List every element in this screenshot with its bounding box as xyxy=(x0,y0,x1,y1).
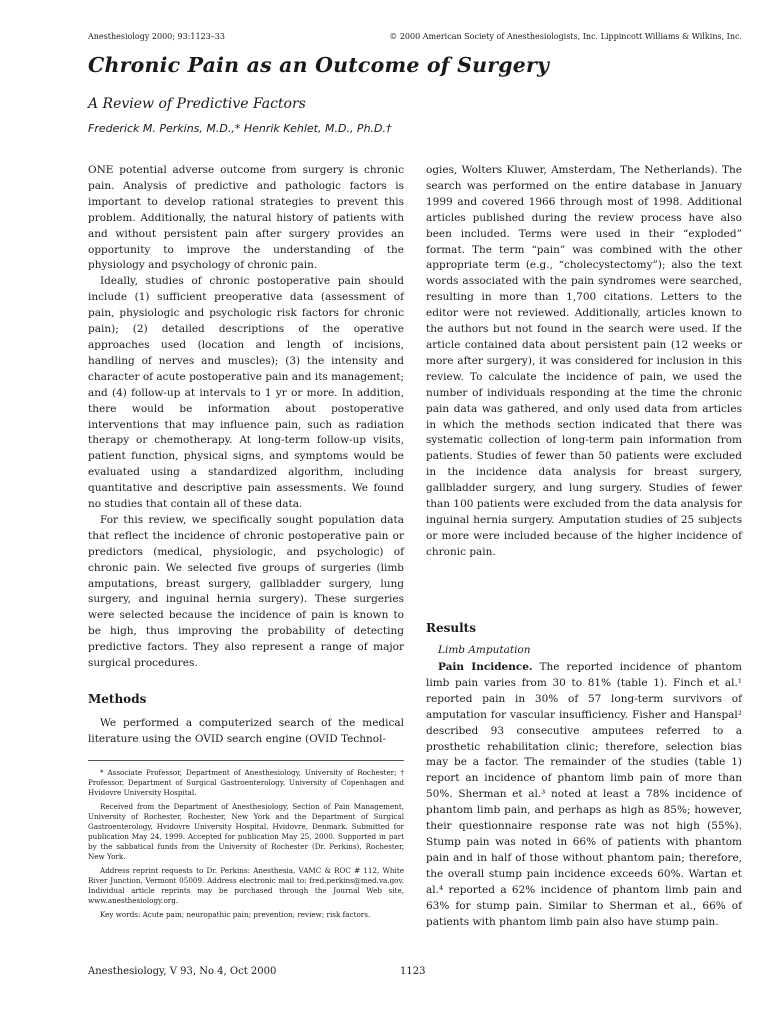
footnote-affiliations: * Associate Professor, Department of Anesthesiology, University of Rochester; † Professor, Department of Surgical Gastroenterology, University of Copenhagen and Hvidovre University Hospital. xyxy=(88,768,404,797)
limb-amputation-subheading: Limb Amputation xyxy=(438,644,531,656)
left-column xyxy=(88,163,404,672)
footnote-divider xyxy=(88,760,404,761)
methods-continued-paragraph: ogies, Wolters Kluwer, Amsterdam, The Netherlands). The search was performed on the entire database in January 1999 and covered 1966 through most of 1998. Additional articles published during the review process have also been included. Terms were used in their “exploded” format. The term “pain” was combined with the other appropriate term (e.g., “cholecystectomy”); also the text words associated with the pain syndromes were searched, resulting in more than 1,700 citations. Letters to the editor were not reviewed. Additionally, articles known to the authors but not found in the search were used. If the article contained data about persistent pain (12 weeks or more after surgery), it was considered for inclusion in this review. To calculate the incidence of pain, we used the number of individuals responding at the time the chronic pain data was gathered, and only used data from articles in which the methods section indicated that there was systematic collection of long-term pain information from patients. Studies of fewer than 50 patients were excluded in the incidence data analysis for breast surgery, gallbladder surgery, and lung surgery. Studies of fewer than 100 patients were excluded from the data analysis for inguinal hernia surgery. Amputation studies of 25 subjects or more were included because of the higher incidence of chronic pain. xyxy=(426,164,742,558)
footnote-received: Received from the Department of Anesthesiology, Section of Pain Management, University of Rochester, Rochester, New York and the Department of Surgical Gastroenterology, Hvidovre University Hospital, Hvidovre, Denmark. Submitted for publication May 24, 1999. Accepted for publication May 25, 2000. Supported in part by the sabbatical funds from the University of Rochester (Dr. Perkins), Rochester, New York. xyxy=(88,802,404,861)
journal-citation-header: Anesthesiology 2000; 93:1123–33 xyxy=(88,32,225,41)
intro-paragraph-2: Ideally, studies of chronic postoperative pain should include (1) sufficient preoperative data (assessment of pain, physiologic and psychologic risk factors for chronic pain); (2) detailed descriptions of the operative approaches used (location and length of incisions, handling of nerves and muscles); (3) the intensity and character of acute postoperative pain and its management; and (4) follow-up at intervals to 1 yr or more. In addition, there would be information about postoperative interventions that may influence pain, such as radiation therapy or chemotherapy. At long-term follow-up visits, patient function, physical signs, and symptoms would be evaluated using a standardized algorithm, including quantitative and descriptive pain assessments. We found no studies that contain all of these data. xyxy=(88,275,405,511)
results-heading: Results xyxy=(426,621,476,635)
right-column xyxy=(426,163,742,561)
methods-paragraph: We performed a computerized search of the medical literature using the OVID search engine (OVID Technol- xyxy=(88,717,404,745)
intro-paragraph-3: For this review, we specifically sought population data that reflect the incidence of chronic postoperative pain or predictors (medical, physiologic, and psychologic) of chronic pain. We selected five groups of surgeries (limb amputations, breast surgery, gallbladder surgery, lung surgery, and inguinal hernia surgery). These surgeries were selected because the incidence of pain is known to be high, thus improving the probability of detecting predictive factors. They also represent a range of major surgical procedures. xyxy=(88,513,404,670)
copyright-header: © 2000 American Society of Anesthesiologists, Inc. Lippincott Williams & Wilkins, Inc. xyxy=(389,32,742,41)
results-column xyxy=(426,660,742,930)
intro-paragraph-1: ONE potential adverse outcome from surgery is chronic pain. Analysis of predictive and pathologic factors is important to develop rational strategies to prevent this problem. Additionally, the natural history of patients with and without persistent pain after surgery provides an opportunity to improve the understanding of the physiology and psychology of chronic pain. xyxy=(88,164,404,272)
pain-incidence-paragraph xyxy=(426,660,742,930)
footnote-reprints: Address reprint requests to Dr. Perkins: Anesthesia, VAMC & ROC # 112, White River Junction, Vermont 05009. Address electronic mail to: fred.perkins@med.va.gov. Individual article reprints may be purchased through the Journal Web site, www.anesthesiology.org. xyxy=(88,866,404,905)
article-title: Chronic Pain as an Outcome of Surgery xyxy=(88,53,550,77)
methods-heading: Methods xyxy=(88,692,147,706)
article-subtitle: A Review of Predictive Factors xyxy=(88,96,306,112)
article-authors: Frederick M. Perkins, M.D.,* Henrik Kehlet, M.D., Ph.D.† xyxy=(88,122,392,135)
footer-citation: Anesthesiology, V 93, No 4, Oct 2000 xyxy=(88,966,277,977)
methods-paragraph-container xyxy=(88,716,404,748)
footnote-keywords: Key words: Acute pain; neuropathic pain; prevention; review; risk factors. xyxy=(100,910,371,919)
page-number: 1123 xyxy=(400,966,426,977)
pain-incidence-text: The reported incidence of phantom limb pain varies from 30 to 81% (table 1). Finch et al.¹ reported pain in 30% of 57 long-term survivors of amputation for vascular insufficiency. Fisher and Hanspal² described 93 consecutive amputees referred to a prosthetic rehabilitation clinic; therefore, selection bias may be a factor. The remainder of the studies (table 1) report an incidence of phantom limb pain of more than 50%. Sherman et al.³ noted at least a 78% incidence of phantom limb pain, and perhaps as high as 85%; however, their questionnaire response rate was not high (55%). Stump pain was noted in 66% of patients with phantom pain and in half of those without phantom pain; therefore, the overall stump pain incidence exceeds 60%. Wartan et al.⁴ reported a 62% incidence of phantom limb pain and 63% for stump pain. Similar to Sherman et al., 66% of patients with phantom limb pain also have stump pain. xyxy=(426,661,742,928)
pain-incidence-lead: Pain Incidence. xyxy=(438,661,533,673)
footnotes xyxy=(88,768,404,924)
